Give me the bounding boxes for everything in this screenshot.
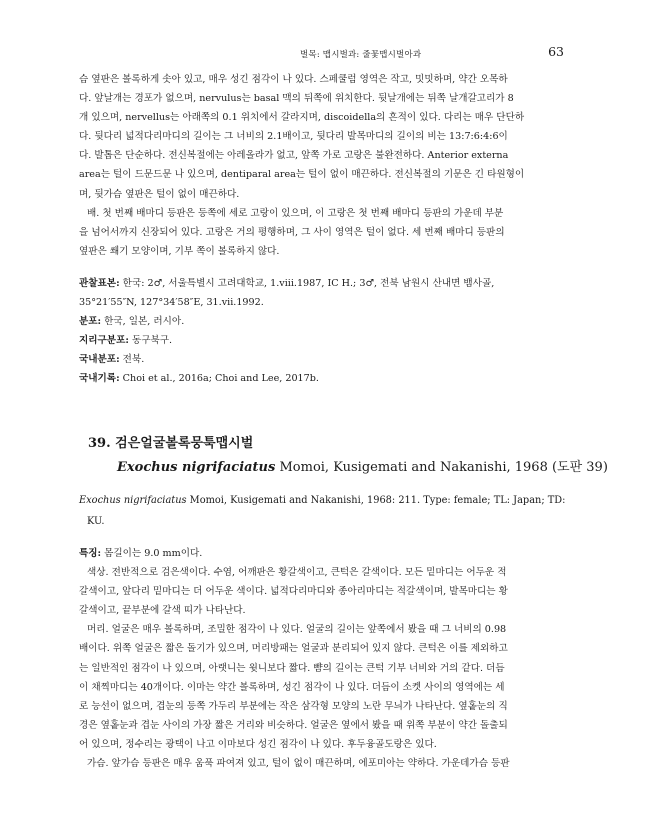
- text-line: 슴 옆판은 볼록하게 솟아 있고, 매우 성긴 점각이 나 있다. 스페쿨럼 영역은 작고, 밋밋하며, 약간 오목하: [79, 74, 508, 85]
- species-citation: [79, 490, 579, 532]
- domestic-records-line: 국내기록: Choi et al., 2016a; Choi and Lee, 2017b.: [79, 373, 319, 385]
- text-line: 는 일반적인 점각이 나 있으며, 아랫니는 윗니보다 짧다. 뺨의 길이는 큰턱 기부 너비와 거의 같다. 더듬: [79, 662, 505, 674]
- text-line: 며, 뒷가슴 옆판은 털이 없이 매끈하다.: [79, 188, 240, 200]
- text-line: 머리. 얼굴은 매우 볼록하며, 조밀한 점각이 나 있다. 얼굴의 길이는 앞쪽에서 봤을 때 그 너비의 0.98: [87, 624, 507, 636]
- specimens-line: 관찰표본: 한국: 2♂, 서울특별시 고려대학교, 1.viii.1987, IC H.; 3♂, 전북 남원시 산내면 뱀사골,: [79, 278, 495, 289]
- text-line: 갈색이고, 끝부분에 갈색 띠가 나타난다.: [79, 605, 246, 617]
- text-line: 배이다. 위쪽 얼굴은 짧은 돌기가 있으며, 머리방패는 얼굴과 분리되어 있지 않다. 큰턱은 이를 제외하고: [79, 643, 508, 655]
- body-length-line: 특징: 몸길이는 9.0 mm이다.: [79, 548, 203, 559]
- text-line: 배. 첫 번째 배마디 등판은 등쪽에 세로 고랑이 있으며, 이 고랑은 첫 번째 배마디 등판의 가운데 부분: [87, 207, 504, 219]
- domestic-distribution-line: 국내분포: 전북.: [79, 354, 145, 366]
- specimens-label: 관찰표본:: [79, 278, 120, 289]
- text-line: 어 있으며, 정수리는 광택이 나고 이마보다 성긴 점각이 나 있다. 후두융골도랑은 있다.: [79, 738, 437, 750]
- text-line: 다. 앞날개는 경포가 없으며, nervulus는 basal 맥의 뒤쪽에 위치한다. 뒷날개에는 뒤쪽 날개갈고리가 8: [79, 93, 514, 105]
- species-scientific-name: Exochus nigrifaciatus Momoi, Kusigemati and Nakanishi, 1968 (도판 39): [117, 460, 608, 475]
- text-line: 색상. 전반적으로 검은색이다. 수염, 어깨판은 황갈색이고, 큰턱은 갈색이다. 모든 밑마디는 어두운 적: [87, 567, 507, 579]
- text-line: 다. 뒷다리 넓적다리마디의 길이는 그 너비의 2.1배이고, 뒷다리 발목마디의 길이의 비는 13:7:6:4:6이: [79, 131, 508, 143]
- text-line: 경은 옆홑눈과 겹눈 사이의 가장 짧은 거리와 비슷하다. 얼굴은 옆에서 봤을 때 위쪽 부분이 약간 돌출되: [79, 719, 508, 731]
- species-heading: 39. 검은얼굴볼록뭉툭맵시벌: [88, 436, 254, 451]
- description-paragraph: [79, 70, 573, 261]
- features-paragraph: [79, 544, 573, 773]
- citation-line: KU.: [87, 516, 105, 527]
- text-line: 가슴. 앞가슴 등판은 매우 움푹 파여져 있고, 털이 없이 매끈하며, 에포미아는 약하다. 가운데가슴 등판: [87, 758, 510, 770]
- page-number: 63: [548, 44, 564, 59]
- specimen-block: [79, 274, 579, 389]
- text-line: area는 털이 드문드문 나 있으며, dentiparal area는 털이 없이 매끈하다. 전신복절의 기문은 긴 타원형이: [79, 169, 525, 181]
- text-line: 을 넘어서까지 신장되어 있다. 고랑은 거의 평행하며, 그 사이 영역은 털이 없다. 세 번째 배마디 등판의: [79, 226, 505, 238]
- text-line: 이 채찍마디는 40개이다. 이마는 약간 볼록하며, 성긴 점각이 나 있다. 더듬이 소켓 사이의 영역에는 세: [79, 681, 505, 693]
- zoogeographic-line: 지리구분포: 동구북구.: [79, 335, 173, 347]
- running-title: 벌목: 맵시벌과: 줄꽃맵시벌아과: [300, 50, 422, 60]
- text-line: 개 있으며, nervellus는 아래쪽의 0.1 위치에서 갈라지며, discoidella의 흔적이 있다. 다리는 매우 단단하: [79, 112, 525, 124]
- text-line: 갈색이고, 앞다리 밑마디는 더 어두운 색이다. 넓적다리마디와 종아리마디는 적갈색이며, 발목마디는 황: [79, 586, 508, 598]
- distribution-line: 분포: 한국, 일본, 러시아.: [79, 316, 185, 328]
- specimens-line: 35°21′55″N, 127°34′58″E, 31.vii.1992.: [79, 297, 264, 309]
- text-line: 로 능선이 없으며, 겹눈의 등쪽 가두리 부분에는 작은 삼각형 모양의 노란 무늬가 나타난다. 옆홑눈의 직: [79, 700, 508, 712]
- text-line: 다. 발톱은 단순하다. 전신복절에는 아레올라가 없고, 앞쪽 가로 고랑은 불완전하다. Anterior externa: [79, 150, 509, 162]
- citation-line: Exochus nigrifaciatus Momoi, Kusigemati and Nakanishi, 1968: 211. Type: female; TL: Japan; TD:: [79, 495, 566, 506]
- text-line: 옆판은 쐐기 모양이며, 기부 쪽이 볼록하지 않다.: [79, 245, 280, 257]
